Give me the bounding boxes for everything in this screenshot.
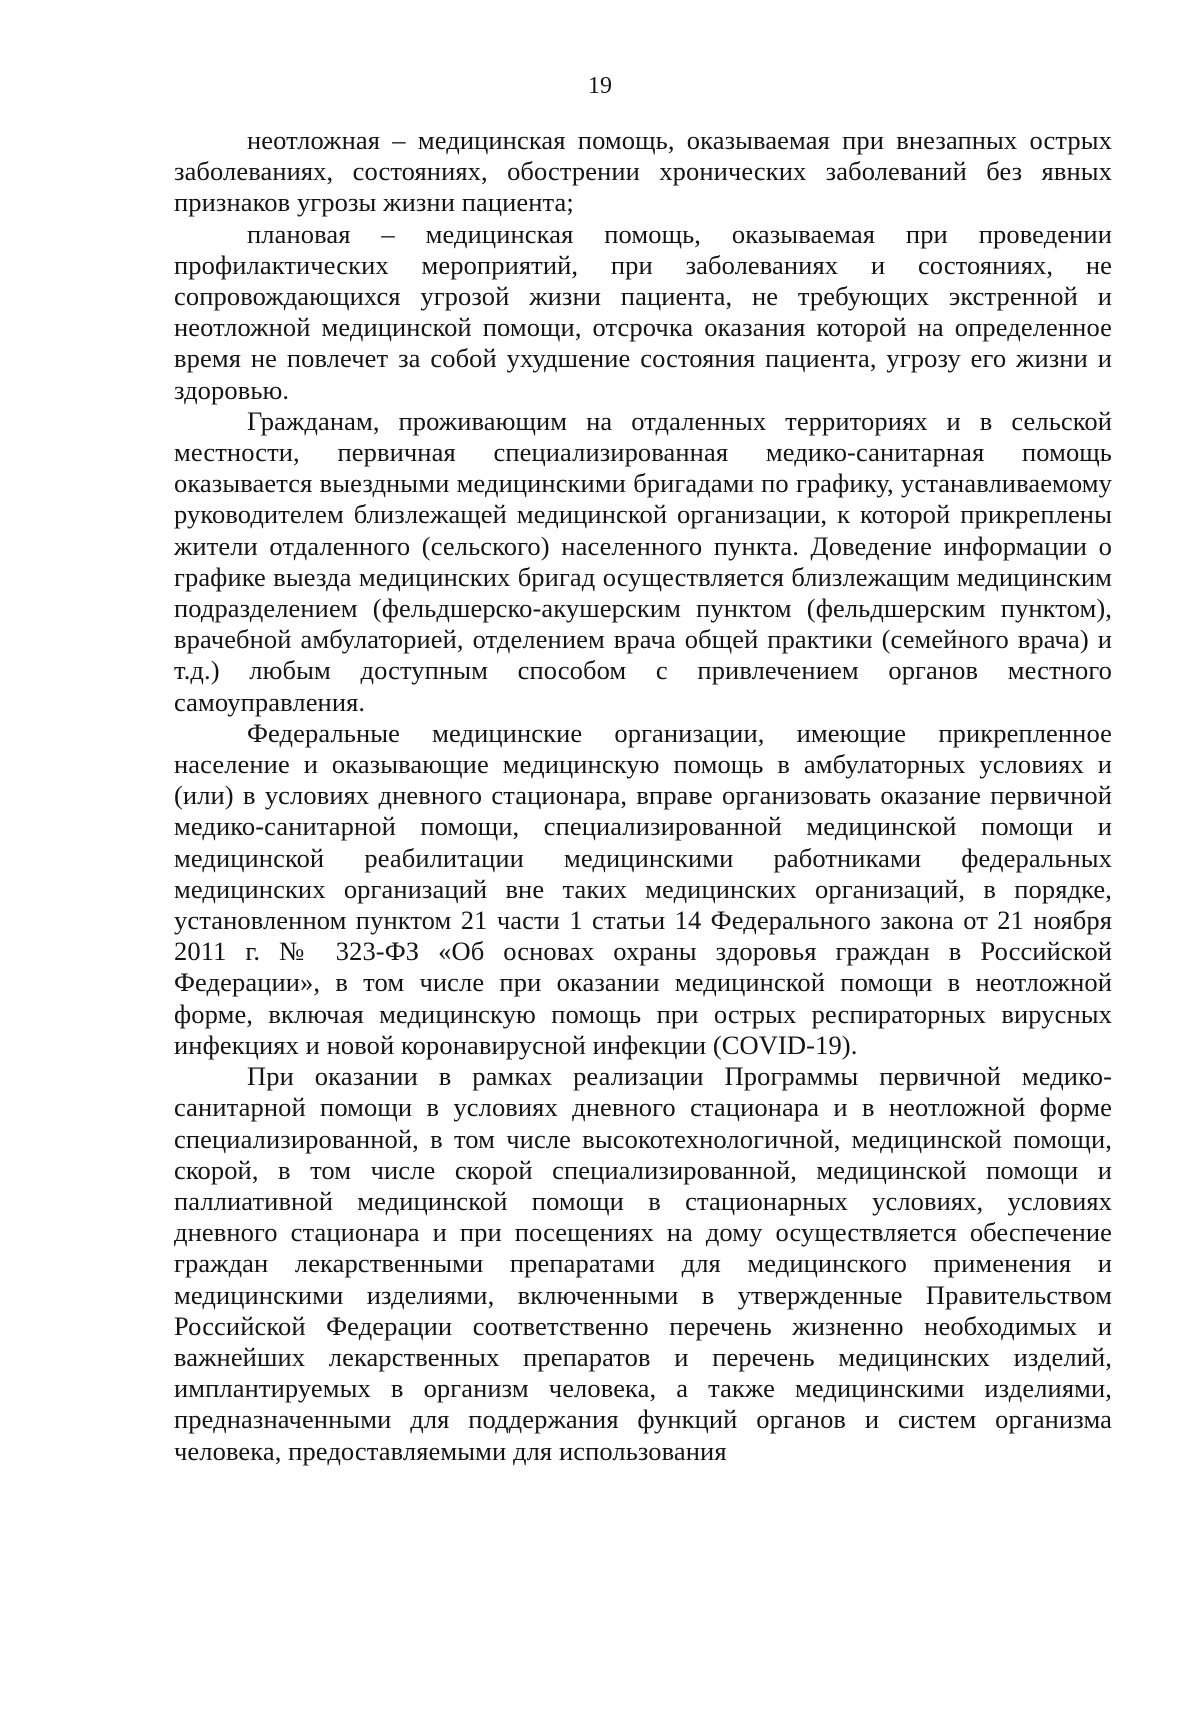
paragraph-federal-organizations: Федеральные медицинские организации, имеющие прикрепленное население и оказывающие медицинскую помощь в амбулаторных условиях и (или) в условиях дневного стационара, вправе организовать оказание первичной медико-санитарной помощи, специализированной медицинской помощи и медицинской реабилитации медицинскими работниками федеральных медицинских организаций вне таких медицинских организаций, в порядке, установленном пунктом 21 части 1 статьи 14 Федерального закона от 21 ноября 2011 г. № 323-ФЗ «Об основах охраны здоровья граждан в Российской Федерации», в том числе при оказании медицинской помощи в неотложной форме, включая медицинскую помощь при острых респираторных вирусных инфекциях и новой коронавирусной инфекции (COVID-19). <box>174 717 1112 1060</box>
page-number: 19 <box>588 73 612 99</box>
paragraph-urgent-care-definition: неотложная – медицинская помощь, оказываемая при внезапных острых заболеваниях, состояниях, обострении хронических заболеваний без явных признаков угрозы жизни пациента; <box>174 125 1112 218</box>
paragraph-remote-territories: Гражданам, проживающим на отдаленных территориях и в сельской местности, первичная специализированная медико-санитарная помощь оказывается выездными медицинскими бригадами по графику, устанавливаемому руководителем близлежащей медицинской организации, к которой прикреплены жители отдаленного (сельского) населенного пункта. Доведение информации о графике выезда медицинских бригад осуществляется близлежащим медицинским подразделением (фельдшерско-акушерским пунктом (фельдшерским пунктом), врачебной амбулаторией, отделением врача общей практики (семейного врача) и т.д.) любым доступным способом с привлечением органов местного самоуправления. <box>174 405 1112 717</box>
paragraph-planned-care-definition: плановая – медицинская помощь, оказываемая при проведении профилактических мероприятий, при заболеваниях и состояниях, не сопровождающихся угрозой жизни пациента, не требующих экстренной и неотложной медицинской помощи, отсрочка оказания которой на определенное время не повлечет за собой ухудшение состояния пациента, угрозу его жизни и здоровью. <box>174 218 1112 405</box>
paragraph-medication-provision: При оказании в рамках реализации Программы первичной медико-санитарной помощи в условиях дневного стационара и в неотложной форме специализированной, в том числе высокотехнологичной, медицинской помощи, скорой, в том числе скорой специализированной, медицинской помощи и паллиативной медицинской помощи в стационарных условиях, условиях дневного стационара и при посещениях на дому осуществляется обеспечение граждан лекарственными препаратами для медицинского применения и медицинскими изделиями, включенными в утвержденные Правительством Российской Федерации соответственно перечень жизненно необходимых и важнейших лекарственных препаратов и перечень медицинских изделий, имплантируемых в организм человека, а также медицинскими изделиями, предназначенными для поддержания функций органов и систем организма человека, предоставляемыми для использования <box>174 1061 1112 1466</box>
document-body <box>174 125 1112 1467</box>
